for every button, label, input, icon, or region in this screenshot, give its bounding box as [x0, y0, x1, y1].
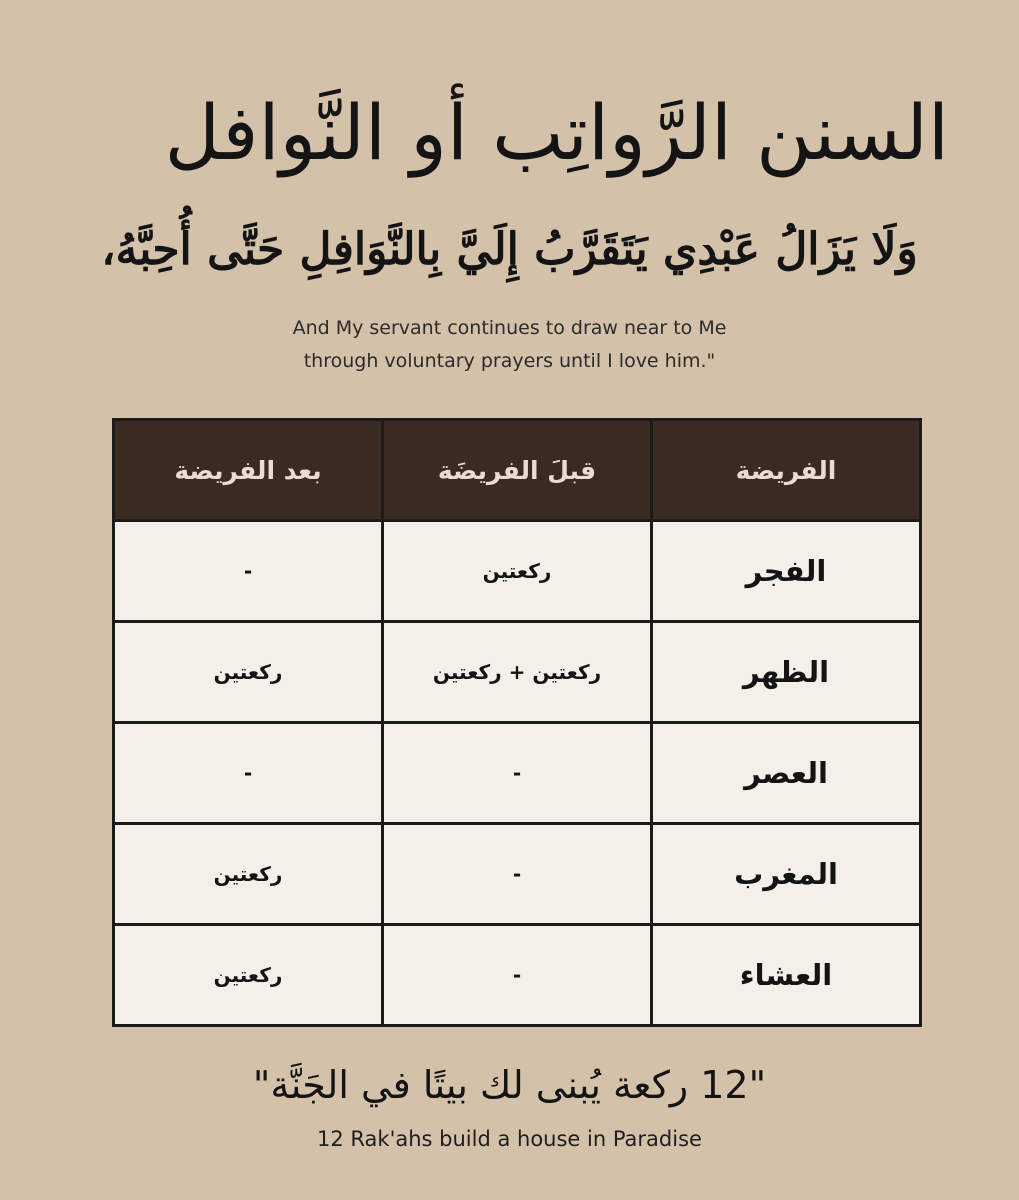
- cell-prayer: المغرب: [652, 824, 921, 925]
- cell-after: -: [114, 723, 383, 824]
- cell-after: ركعتين: [114, 925, 383, 1026]
- header-after: بعد الفريضة: [114, 420, 383, 521]
- closing-english: 12 Rak'ahs build a house in Paradise: [317, 1127, 702, 1151]
- table-row: [114, 723, 921, 824]
- table-header-row: [114, 420, 921, 521]
- cell-before: -: [383, 723, 652, 824]
- cell-prayer: الظهر: [652, 622, 921, 723]
- cell-before: ركعتين: [383, 521, 652, 622]
- table-row: [114, 521, 921, 622]
- cell-after: ركعتين: [114, 622, 383, 723]
- cell-before: -: [383, 925, 652, 1026]
- cell-before: -: [383, 824, 652, 925]
- table-row: [114, 622, 921, 723]
- cell-before: ركعتين + ركعتين: [383, 622, 652, 723]
- cell-prayer: العشاء: [652, 925, 921, 1026]
- page-title: السنن الرَّواتِب أو النَّوافل: [164, 88, 949, 177]
- hadith-arabic: وَلَا يَزَالُ عَبْدِي يَتَقَرَّبُ إِلَيَّ بِالنَّوَافِلِ حَتَّى أُحِبَّهُ،: [101, 224, 918, 275]
- cell-prayer: العصر: [652, 723, 921, 824]
- cell-after: -: [114, 521, 383, 622]
- closing-arabic: "12 ركعة يُبنى لك بيتًا في الجَنَّة": [252, 1063, 767, 1107]
- hadith-translation: [0, 312, 1019, 378]
- sunnah-table: [112, 418, 922, 1027]
- header-prayer: الفريضة: [652, 420, 921, 521]
- table-row: [114, 824, 921, 925]
- cell-after: ركعتين: [114, 824, 383, 925]
- translation-line-2: through voluntary prayers until I love him.": [303, 350, 716, 372]
- table-row: [114, 925, 921, 1026]
- translation-line-1: And My servant continues to draw near to Me: [292, 317, 727, 339]
- cell-prayer: الفجر: [652, 521, 921, 622]
- header-before: قبلَ الفريضَة: [383, 420, 652, 521]
